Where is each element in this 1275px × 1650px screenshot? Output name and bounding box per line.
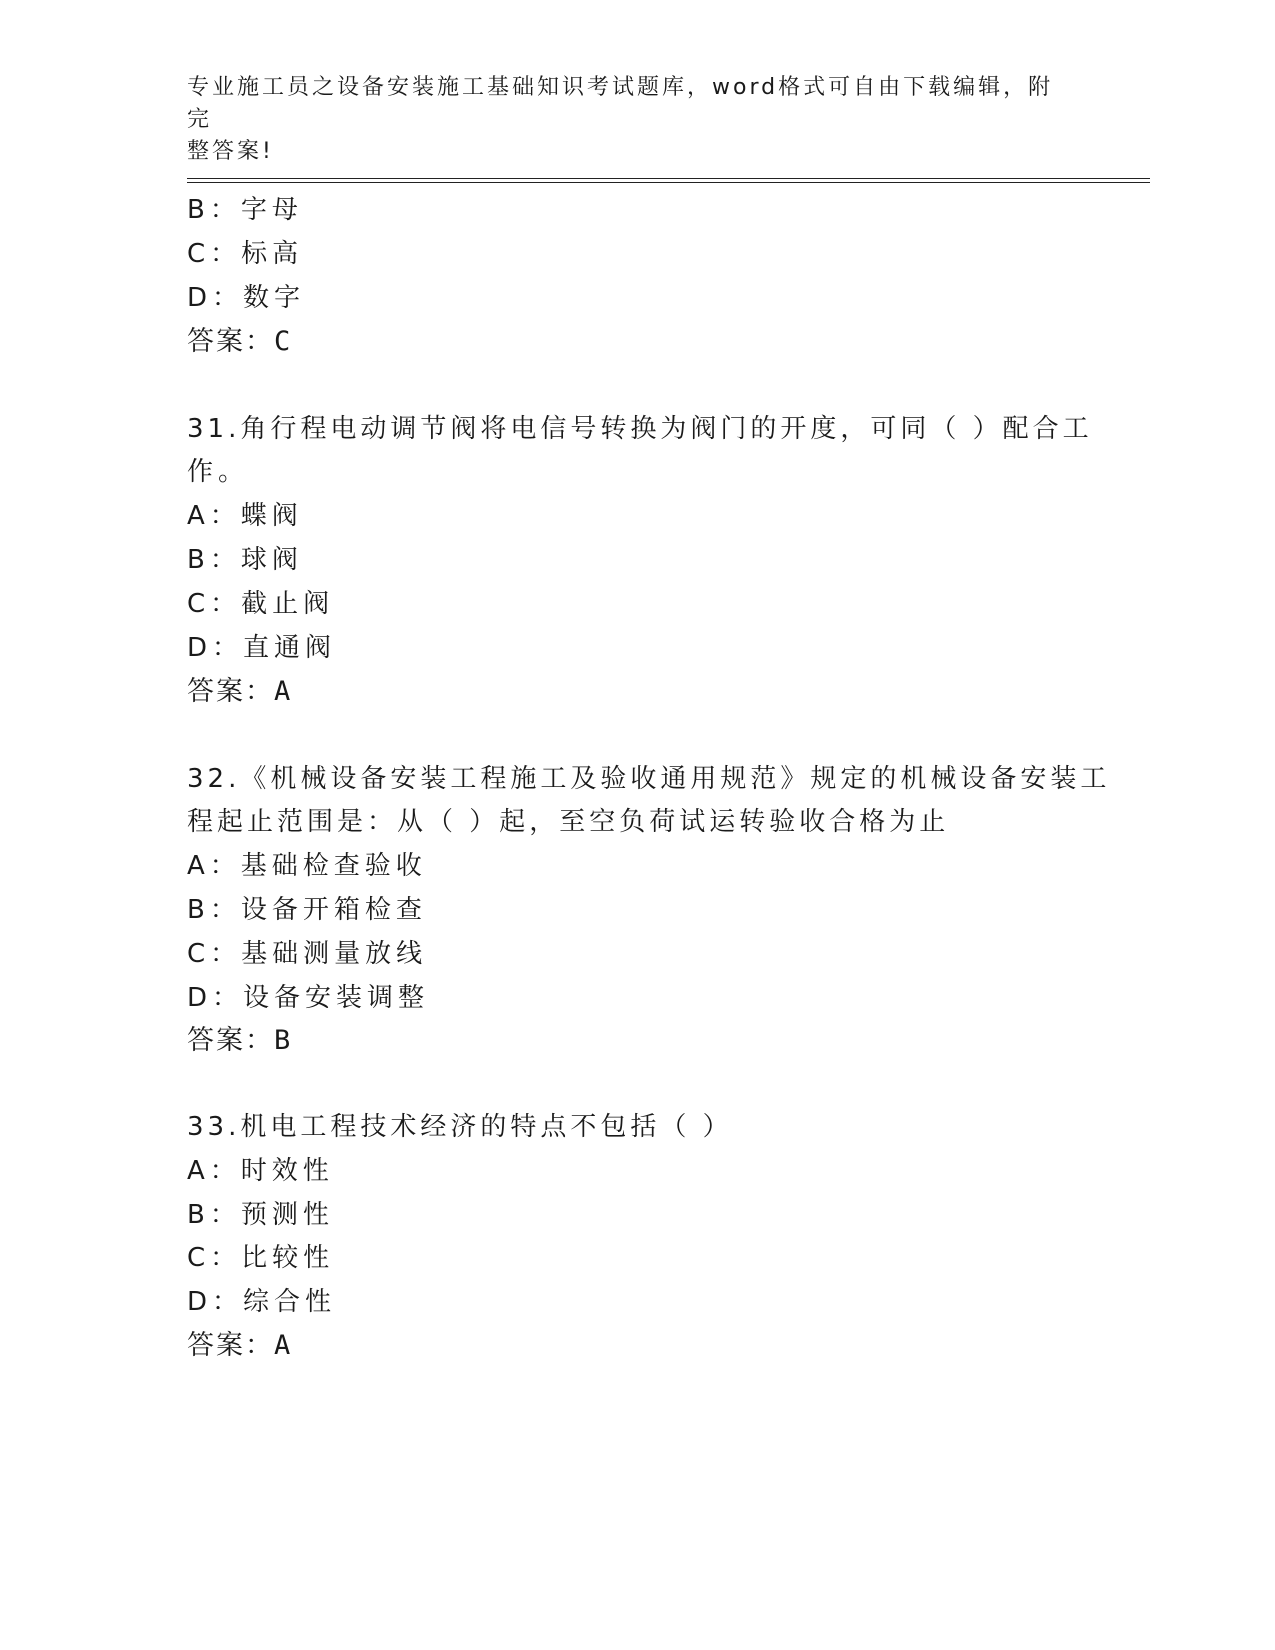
q30-option-b: B：字母: [187, 195, 303, 225]
q30-option-c: C：标高: [187, 239, 304, 269]
answer-key: B: [274, 1025, 293, 1056]
q33-stem-line-1: 33.机电工程技术经济的特点不包括（ ）: [187, 1112, 733, 1142]
answer-key: C: [274, 326, 293, 357]
q32-stem-line-1: 32.《机械设备安装工程施工及验收通用规范》规定的机械设备安装工: [187, 764, 1111, 794]
q31-option-a: A：蝶阀: [187, 501, 303, 531]
answer-key: A: [274, 1330, 293, 1361]
q32-option-a: A：基础检查验收: [187, 851, 427, 881]
q31-option-b: B：球阀: [187, 545, 303, 575]
q31-answer: [187, 675, 292, 709]
answer-key: A: [274, 676, 293, 707]
q32-stem-line-2: 程起止范围是：从（ ）起，至空负荷试运转验收合格为止: [187, 807, 950, 837]
q31-option-d: D：直通阀: [187, 633, 337, 663]
q32-option-b: B：设备开箱检查: [187, 895, 427, 925]
q33-option-c: C：比较性: [187, 1243, 335, 1273]
q31-stem-line-2: 作。: [187, 457, 250, 487]
header-divider-bottom: [187, 182, 1150, 183]
q32-option-d: D：设备安装调整: [187, 983, 430, 1013]
q30-answer: [187, 325, 292, 359]
q33-option-d: D：综合性: [187, 1287, 337, 1317]
q30-option-d: D：数字: [187, 283, 306, 313]
q33-option-b: B：预测性: [187, 1200, 334, 1230]
q32-answer: [187, 1024, 292, 1058]
q31-stem-line-1: 31.角行程电动调节阀将电信号转换为阀门的开度，可同（ ）配合工: [187, 414, 1093, 444]
q32-option-c: C：基础测量放线: [187, 939, 428, 969]
q33-option-a: A：时效性: [187, 1156, 334, 1186]
answer-label: 答案：: [187, 1330, 274, 1361]
answer-label: 答案：: [187, 326, 274, 357]
q33-answer: [187, 1329, 292, 1363]
answer-label: 答案：: [187, 1025, 274, 1056]
answer-label: 答案：: [187, 676, 274, 707]
document-header: [187, 72, 1067, 168]
header-title-line-2: 整答案!: [187, 139, 274, 164]
header-title-line-1: 专业施工员之设备安装施工基础知识考试题库，word格式可自由下载编辑，附完: [187, 75, 1054, 132]
q31-option-c: C：截止阀: [187, 589, 335, 619]
header-divider-top: [187, 178, 1150, 179]
